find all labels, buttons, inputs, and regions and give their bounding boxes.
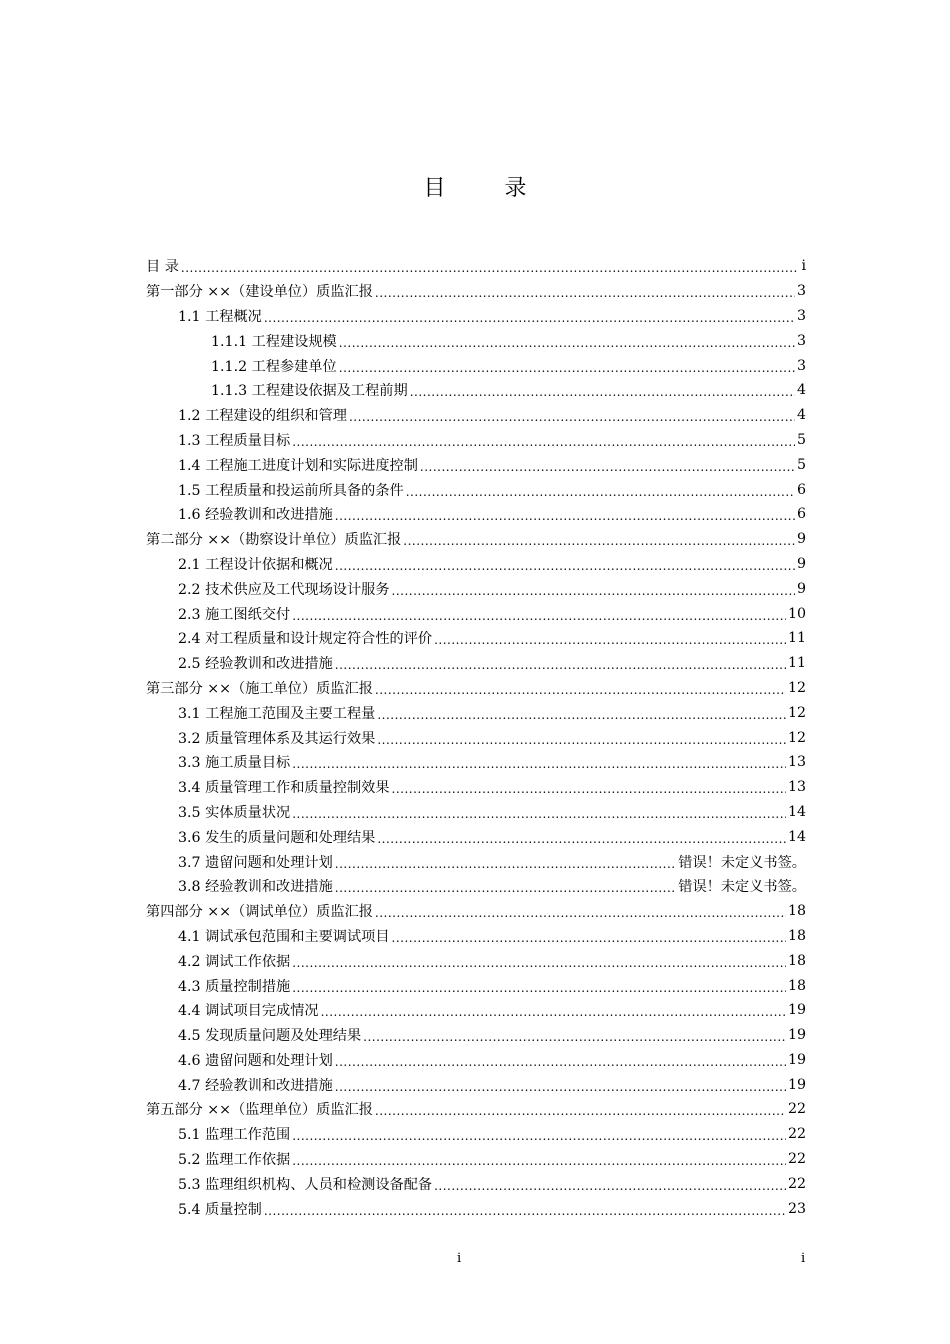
toc-dot-leader [339, 337, 795, 349]
toc-dot-leader [264, 1205, 786, 1217]
toc-entry-title: 2.2 技术供应及工代现场设计服务 [178, 581, 390, 598]
toc-entry-page: 13 [787, 754, 806, 771]
toc-entry-page: 9 [796, 580, 806, 597]
toc-entry-page: 19 [787, 1027, 806, 1044]
toc-entry-title: 1.1.3 工程建设依据及工程前期 [211, 383, 408, 400]
toc-dot-leader [349, 411, 795, 423]
toc-entry[interactable] [146, 1171, 806, 1196]
toc-entry[interactable] [146, 527, 806, 552]
toc-entry[interactable] [146, 353, 806, 378]
toc-dot-leader [375, 907, 786, 919]
toc-dot-leader [392, 932, 786, 944]
toc-dot-leader [363, 1031, 786, 1043]
toc-entry-page: 4 [796, 407, 806, 424]
toc-dot-leader [335, 659, 786, 671]
toc-entry-page: 6 [796, 506, 806, 523]
toc-entry[interactable] [146, 279, 806, 304]
toc-entry-page: 3 [796, 357, 806, 374]
toc-entry-title: 1.1.2 工程参建单位 [211, 358, 337, 375]
toc-dot-leader [377, 833, 786, 845]
toc-entry-page: 19 [787, 1002, 806, 1019]
toc-entry-page: 22 [787, 1126, 806, 1143]
toc-dot-leader [375, 287, 795, 299]
toc-entry[interactable] [146, 1072, 806, 1097]
toc-dot-leader [406, 486, 795, 498]
toc-entry-page: 19 [787, 1076, 806, 1093]
toc-entry-page: 错误！未定义书签。 [678, 879, 806, 896]
toc-entry[interactable] [146, 1122, 806, 1147]
toc-entry-page: 22 [787, 1151, 806, 1168]
toc-entry[interactable] [146, 849, 806, 874]
toc-entry-title: 2.4 对工程质量和设计规定符合性的评价 [178, 631, 433, 648]
toc-entry-title: 3.3 施工质量目标 [178, 755, 291, 772]
toc-entry-page: 12 [787, 679, 806, 696]
toc-entry-page: 22 [787, 1101, 806, 1118]
toc-entry-title: 3.1 工程施工范围及主要工程量 [178, 705, 376, 722]
toc-entry-page: 18 [787, 952, 806, 969]
toc-dot-leader [375, 684, 786, 696]
toc-dot-leader [321, 1006, 786, 1018]
toc-entry-title: 第三部分 ××（施工单位）质监汇报 [146, 680, 373, 697]
toc-dot-leader [410, 386, 795, 398]
toc-entry[interactable] [146, 899, 806, 924]
toc-entry-title: 1.3 工程质量目标 [178, 432, 291, 449]
toc-entry-title: 1.1.1 工程建设规模 [211, 333, 337, 350]
toc-entry[interactable] [146, 1147, 806, 1172]
toc-dot-leader [292, 610, 786, 622]
toc-entry-page: 3 [796, 307, 806, 324]
toc-dot-leader [335, 882, 677, 894]
toc-entry-page: 14 [787, 803, 806, 820]
toc-dot-leader [335, 858, 677, 870]
toc-entry-page: 错误！未定义书签。 [678, 854, 806, 871]
toc-entry-page: 18 [787, 927, 806, 944]
toc-entry[interactable] [146, 725, 806, 750]
toc-dot-leader [434, 634, 786, 646]
toc-dot-leader [403, 535, 795, 547]
toc-entry[interactable] [146, 477, 806, 502]
toc-entry-title: 4.5 发现质量问题及处理结果 [178, 1028, 362, 1045]
toc-entry-page: 18 [787, 977, 806, 994]
toc-entry-title: 5.4 质量控制 [178, 1201, 262, 1218]
toc-entry-title: 2.1 工程设计依据和概况 [178, 556, 333, 573]
toc-entry-page: 12 [787, 704, 806, 721]
toc-entry-page: 5 [796, 431, 806, 448]
toc-entry[interactable] [146, 800, 806, 825]
toc-entry[interactable] [146, 750, 806, 775]
toc-entry-title: 3.8 经验教训和改进措施 [178, 879, 333, 896]
toc-dot-leader [335, 510, 795, 522]
toc-entry-page: 6 [796, 481, 806, 498]
toc-dot-leader [434, 1180, 786, 1192]
toc-dot-leader [292, 808, 786, 820]
toc-entry[interactable] [146, 874, 806, 899]
toc-entry[interactable] [146, 328, 806, 353]
toc-entry-page: 19 [787, 1051, 806, 1068]
toc-dot-leader [377, 709, 786, 721]
toc-entry-page: 18 [787, 903, 806, 920]
table-of-contents [146, 254, 806, 1221]
footer-page-number: i [457, 1251, 462, 1266]
toc-entry[interactable] [146, 1048, 806, 1073]
toc-entry-page: 9 [796, 555, 806, 572]
toc-entry[interactable] [146, 502, 806, 527]
toc-dot-leader [335, 560, 795, 572]
toc-entry[interactable] [146, 452, 806, 477]
toc-entry-title: 1.4 工程施工进度计划和实际进度控制 [178, 457, 418, 474]
toc-entry-page: 14 [787, 828, 806, 845]
toc-entry-title: 2.5 经验教训和改进措施 [178, 656, 333, 673]
toc-entry-title: 5.3 监理组织机构、人员和检测设备配备 [178, 1176, 433, 1193]
toc-entry[interactable] [146, 1023, 806, 1048]
toc-entry-title: 4.6 遗留问题和处理计划 [178, 1052, 333, 1069]
toc-entry-title: 5.2 监理工作依据 [178, 1152, 291, 1169]
toc-entry-page: 22 [787, 1175, 806, 1192]
toc-dot-leader [292, 1155, 786, 1167]
toc-entry-title: 第二部分 ××（勘察设计单位）质监汇报 [146, 532, 402, 549]
toc-entry[interactable] [146, 304, 806, 329]
toc-entry[interactable] [146, 700, 806, 725]
toc-entry[interactable] [146, 973, 806, 998]
toc-entry-title: 1.2 工程建设的组织和管理 [178, 408, 347, 425]
toc-entry-page: 11 [787, 630, 806, 647]
toc-entry-title: 第四部分 ××（调试单位）质监汇报 [146, 904, 373, 921]
toc-entry-title: 2.3 施工图纸交付 [178, 606, 291, 623]
toc-entry-page: 10 [787, 605, 806, 622]
toc-dot-leader [375, 1105, 786, 1117]
toc-entry-title: 3.5 实体质量状况 [178, 804, 291, 821]
toc-dot-leader [292, 758, 786, 770]
toc-dot-leader [264, 312, 795, 324]
toc-dot-leader [292, 1130, 786, 1142]
toc-entry[interactable] [146, 403, 806, 428]
toc-entry-page: 5 [796, 456, 806, 473]
toc-entry-page: 3 [796, 283, 806, 300]
toc-entry-title: 4.7 经验教训和改进措施 [178, 1077, 333, 1094]
toc-entry[interactable] [146, 552, 806, 577]
toc-entry-page: 3 [796, 332, 806, 349]
toc-entry-title: 5.1 监理工作范围 [178, 1127, 291, 1144]
toc-entry[interactable] [146, 775, 806, 800]
toc-dot-leader [335, 1081, 786, 1093]
toc-entry[interactable] [146, 1196, 806, 1221]
toc-entry-title: 4.1 调试承包范围和主要调试项目 [178, 928, 390, 945]
toc-dot-leader [292, 436, 795, 448]
toc-dot-leader [339, 362, 795, 374]
toc-entry[interactable] [146, 948, 806, 973]
toc-entry-title: 4.4 调试项目完成情况 [178, 1003, 319, 1020]
toc-entry[interactable] [146, 824, 806, 849]
toc-entry-page: i [801, 258, 806, 275]
toc-entry-title: 1.6 经验教训和改进措施 [178, 507, 333, 524]
toc-entry[interactable] [146, 676, 806, 701]
toc-entry-page: 4 [796, 382, 806, 399]
toc-entry-title: 目 录 [146, 259, 179, 276]
toc-entry-page: 23 [787, 1200, 806, 1217]
toc-entry-page: 9 [796, 531, 806, 548]
toc-entry[interactable] [146, 626, 806, 651]
toc-dot-leader [377, 734, 786, 746]
toc-dot-leader [335, 1056, 786, 1068]
toc-dot-leader [392, 783, 786, 795]
toc-entry-title: 4.3 质量控制措施 [178, 978, 291, 995]
toc-entry[interactable] [146, 378, 806, 403]
toc-dot-leader [392, 585, 795, 597]
toc-dot-leader [292, 982, 786, 994]
toc-entry[interactable] [146, 924, 806, 949]
toc-dot-leader [420, 461, 795, 473]
toc-dot-leader [181, 262, 800, 274]
toc-entry-title: 3.2 质量管理体系及其运行效果 [178, 730, 376, 747]
toc-dot-leader [292, 957, 786, 969]
toc-entry-page: 12 [787, 729, 806, 746]
toc-entry-page: 11 [787, 655, 806, 672]
toc-entry-title: 4.2 调试工作依据 [178, 953, 291, 970]
toc-entry-title: 第一部分 ××（建设单位）质监汇报 [146, 284, 373, 301]
toc-entry[interactable] [146, 576, 806, 601]
toc-entry[interactable] [146, 998, 806, 1023]
toc-entry[interactable] [146, 601, 806, 626]
toc-entry[interactable] [146, 651, 806, 676]
toc-entry[interactable] [146, 254, 806, 279]
toc-entry-title: 1.5 工程质量和投运前所具备的条件 [178, 482, 404, 499]
toc-entry-title: 1.1 工程概况 [178, 308, 262, 325]
footer-page-number-right: i [801, 1251, 806, 1266]
toc-entry-page: 13 [787, 779, 806, 796]
toc-entry-title: 第五部分 ××（监理单位）质监汇报 [146, 1102, 373, 1119]
toc-entry[interactable] [146, 1097, 806, 1122]
page-title: 目 录 [423, 175, 553, 201]
toc-entry-title: 3.7 遗留问题和处理计划 [178, 854, 333, 871]
toc-entry-title: 3.4 质量管理工作和质量控制效果 [178, 780, 390, 797]
toc-entry-title: 3.6 发生的质量问题和处理结果 [178, 829, 376, 846]
toc-entry[interactable] [146, 428, 806, 453]
